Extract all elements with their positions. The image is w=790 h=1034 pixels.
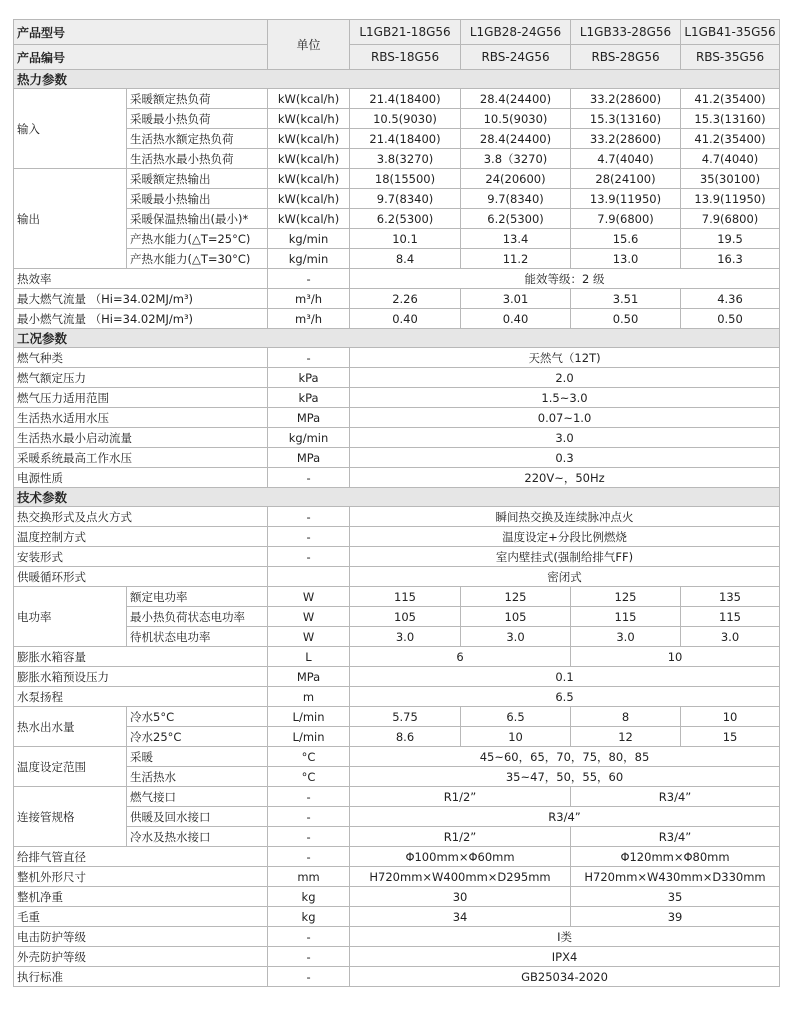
unit-cell: kg/min	[268, 249, 350, 269]
header-model-row	[14, 20, 780, 45]
value-cell: R3/4”	[571, 827, 780, 847]
table-row	[14, 129, 780, 149]
value-cell: 温度设定+分段比例燃烧	[350, 527, 780, 547]
value-cell: 21.4(18400)	[350, 129, 461, 149]
value-cell: 12	[571, 727, 681, 747]
table-row	[14, 707, 780, 727]
model-3: L1GB33-28G56	[571, 20, 681, 45]
value-cell: 15.3(13160)	[681, 109, 780, 129]
value-cell: 24(20600)	[461, 169, 571, 189]
unit-cell: -	[268, 527, 350, 547]
header-code-row	[14, 45, 780, 70]
row-label: 电源性质	[14, 468, 268, 488]
value-cell: 8.6	[350, 727, 461, 747]
row-label: 采暖	[127, 747, 268, 767]
unit-cell: kW(kcal/h)	[268, 109, 350, 129]
value-cell: 45~60，65，70，75，80，85	[350, 747, 780, 767]
unit-cell: kg	[268, 907, 350, 927]
value-cell: 10.5(9030)	[350, 109, 461, 129]
value-cell: 105	[350, 607, 461, 627]
table-row	[14, 567, 780, 587]
value-cell: 13.9(11950)	[571, 189, 681, 209]
value-cell: 0.40	[350, 309, 461, 329]
value-cell: 6	[350, 647, 571, 667]
row-label: 膨胀水箱预设压力	[14, 667, 268, 687]
table-row	[14, 309, 780, 329]
table-row	[14, 368, 780, 388]
value-cell: 15	[681, 727, 780, 747]
row-label: 执行标准	[14, 967, 268, 987]
value-cell: 3.0	[681, 627, 780, 647]
unit-cell: W	[268, 607, 350, 627]
value-cell: 125	[571, 587, 681, 607]
unit-cell: °C	[268, 747, 350, 767]
value-cell: R1/2”	[350, 787, 571, 807]
value-cell: 41.2(35400)	[681, 89, 780, 109]
table-row	[14, 847, 780, 867]
value-cell: 115	[350, 587, 461, 607]
unit-cell: -	[268, 269, 350, 289]
table-row	[14, 667, 780, 687]
table-row	[14, 887, 780, 907]
value-cell: 34	[350, 907, 571, 927]
row-label: 冷水25°C	[127, 727, 268, 747]
value-cell: 3.0	[350, 627, 461, 647]
value-cell: 35	[571, 887, 780, 907]
value-cell: 0.1	[350, 667, 780, 687]
row-label: 燃气压力适用范围	[14, 388, 268, 408]
value-cell: 1.5~3.0	[350, 388, 780, 408]
value-cell: 115	[681, 607, 780, 627]
value-cell: 3.0	[571, 627, 681, 647]
value-cell: 13.0	[571, 249, 681, 269]
table-row	[14, 269, 780, 289]
row-label: 采暖系统最高工作水压	[14, 448, 268, 468]
table-row	[14, 388, 780, 408]
model-label: 产品型号	[14, 20, 268, 45]
value-cell: 6.2(5300)	[350, 209, 461, 229]
unit-cell: L/min	[268, 707, 350, 727]
unit-cell: kW(kcal/h)	[268, 169, 350, 189]
table-row	[14, 527, 780, 547]
row-label: 供暖及回水接口	[127, 807, 268, 827]
group-label: 电功率	[14, 587, 127, 647]
unit-cell: kPa	[268, 388, 350, 408]
spec-sheet	[13, 19, 780, 987]
row-label: 给排气管直径	[14, 847, 268, 867]
value-cell: 125	[461, 587, 571, 607]
value-cell: 115	[571, 607, 681, 627]
row-label: 温度控制方式	[14, 527, 268, 547]
unit-cell: m³/h	[268, 309, 350, 329]
value-cell: 220V~，50Hz	[350, 468, 780, 488]
unit-cell: kW(kcal/h)	[268, 189, 350, 209]
section-title: 工况参数	[14, 329, 780, 348]
value-cell: 10.5(9030)	[461, 109, 571, 129]
row-label: 产热水能力(△T=25°C)	[127, 229, 268, 249]
unit-cell: °C	[268, 767, 350, 787]
row-label: 采暖最小热输出	[127, 189, 268, 209]
value-cell: 0.40	[461, 309, 571, 329]
value-cell: 28.4(24400)	[461, 89, 571, 109]
value-cell: 3.51	[571, 289, 681, 309]
table-row	[14, 727, 780, 747]
value-cell: 3.01	[461, 289, 571, 309]
unit-cell: kg/min	[268, 428, 350, 448]
row-label: 采暖额定热输出	[127, 169, 268, 189]
unit-cell: m	[268, 687, 350, 707]
unit-cell: m³/h	[268, 289, 350, 309]
row-label: 最小燃气流量 （Hi=34.02MJ/m³)	[14, 309, 268, 329]
row-label: 热效率	[14, 269, 268, 289]
value-cell: 7.9(6800)	[571, 209, 681, 229]
code-2: RBS-24G56	[461, 45, 571, 70]
value-cell: 4.7(4040)	[681, 149, 780, 169]
row-label: 燃气接口	[127, 787, 268, 807]
table-row	[14, 229, 780, 249]
group-label: 输出	[14, 169, 127, 269]
value-cell: 4.7(4040)	[571, 149, 681, 169]
table-row	[14, 209, 780, 229]
unit-cell: L	[268, 647, 350, 667]
value-cell: GB25034-2020	[350, 967, 780, 987]
value-cell: 41.2(35400)	[681, 129, 780, 149]
unit-cell: kW(kcal/h)	[268, 149, 350, 169]
unit-cell: -	[268, 847, 350, 867]
value-cell: R1/2”	[350, 827, 571, 847]
unit-cell: L/min	[268, 727, 350, 747]
table-row	[14, 89, 780, 109]
row-label: 整机净重	[14, 887, 268, 907]
value-cell: 天然气（12T)	[350, 348, 780, 368]
section-title: 热力参数	[14, 70, 780, 89]
group-label: 温度设定范围	[14, 747, 127, 787]
spec-table	[13, 19, 780, 987]
value-cell: 8	[571, 707, 681, 727]
row-label: 供暖循环形式	[14, 567, 268, 587]
value-cell: R3/4”	[350, 807, 780, 827]
unit-cell	[268, 567, 350, 587]
value-cell: 能效等级：2 级	[350, 269, 780, 289]
unit-cell: -	[268, 507, 350, 527]
unit-cell: -	[268, 348, 350, 368]
value-cell: 16.3	[681, 249, 780, 269]
value-cell: 33.2(28600)	[571, 129, 681, 149]
table-row	[14, 787, 780, 807]
value-cell: 10	[461, 727, 571, 747]
row-label: 安装形式	[14, 547, 268, 567]
value-cell: 6.5	[461, 707, 571, 727]
unit-cell: -	[268, 827, 350, 847]
row-label: 外壳防护等级	[14, 947, 268, 967]
table-row	[14, 249, 780, 269]
value-cell: 0.50	[681, 309, 780, 329]
row-label: 毛重	[14, 907, 268, 927]
unit-cell: kW(kcal/h)	[268, 129, 350, 149]
unit-cell: mm	[268, 867, 350, 887]
unit-cell: W	[268, 587, 350, 607]
value-cell: Φ120mm×Φ80mm	[571, 847, 780, 867]
row-label: 采暖最小热负荷	[127, 109, 268, 129]
unit-cell: -	[268, 547, 350, 567]
unit-cell: W	[268, 627, 350, 647]
row-label: 水泵扬程	[14, 687, 268, 707]
value-cell: 6.5	[350, 687, 780, 707]
unit-cell: MPa	[268, 667, 350, 687]
unit-cell: kg/min	[268, 229, 350, 249]
row-label: 额定电功率	[127, 587, 268, 607]
row-label: 电击防护等级	[14, 927, 268, 947]
unit-cell: -	[268, 468, 350, 488]
value-cell: 10	[681, 707, 780, 727]
group-label: 热水出水量	[14, 707, 127, 747]
value-cell: R3/4”	[571, 787, 780, 807]
value-cell: 135	[681, 587, 780, 607]
section-technical	[14, 488, 780, 507]
unit-cell: MPa	[268, 448, 350, 468]
value-cell: 35(30100)	[681, 169, 780, 189]
value-cell: 10	[571, 647, 780, 667]
section-title: 技术参数	[14, 488, 780, 507]
model-1: L1GB21-18G56	[350, 20, 461, 45]
value-cell: H720mm×W430mm×D330mm	[571, 867, 780, 887]
value-cell: 10.1	[350, 229, 461, 249]
section-thermal	[14, 70, 780, 89]
unit-cell: kg	[268, 887, 350, 907]
model-2: L1GB28-24G56	[461, 20, 571, 45]
value-cell: 13.4	[461, 229, 571, 249]
table-row	[14, 627, 780, 647]
table-row	[14, 348, 780, 368]
row-label: 生活热水最小启动流量	[14, 428, 268, 448]
value-cell: 35~47，50，55，60	[350, 767, 780, 787]
row-label: 生活热水适用水压	[14, 408, 268, 428]
table-row	[14, 428, 780, 448]
row-label: 燃气额定压力	[14, 368, 268, 388]
value-cell: 3.8(3270)	[350, 149, 461, 169]
model-4: L1GB41-35G56	[681, 20, 780, 45]
table-row	[14, 289, 780, 309]
table-row	[14, 867, 780, 887]
value-cell: 5.75	[350, 707, 461, 727]
value-cell: 19.5	[681, 229, 780, 249]
row-label: 待机状态电功率	[127, 627, 268, 647]
code-1: RBS-18G56	[350, 45, 461, 70]
table-row	[14, 807, 780, 827]
value-cell: 21.4(18400)	[350, 89, 461, 109]
unit-cell: MPa	[268, 408, 350, 428]
table-row	[14, 189, 780, 209]
row-label: 生活热水最小热负荷	[127, 149, 268, 169]
row-label: 采暖保温热输出(最小)*	[127, 209, 268, 229]
unit-cell: kW(kcal/h)	[268, 209, 350, 229]
table-row	[14, 468, 780, 488]
table-row	[14, 967, 780, 987]
group-label: 输入	[14, 89, 127, 169]
value-cell: 28(24100)	[571, 169, 681, 189]
table-row	[14, 647, 780, 667]
value-cell: 15.6	[571, 229, 681, 249]
value-cell: 2.26	[350, 289, 461, 309]
value-cell: 13.9(11950)	[681, 189, 780, 209]
value-cell: 瞬间热交换及连续脉冲点火	[350, 507, 780, 527]
value-cell: H720mm×W400mm×D295mm	[350, 867, 571, 887]
row-label: 最大燃气流量 （Hi=34.02MJ/m³)	[14, 289, 268, 309]
table-row	[14, 927, 780, 947]
value-cell: 7.9(6800)	[681, 209, 780, 229]
value-cell: 39	[571, 907, 780, 927]
table-row	[14, 827, 780, 847]
unit-header: 单位	[268, 20, 350, 70]
value-cell: IPX4	[350, 947, 780, 967]
value-cell: 9.7(8340)	[461, 189, 571, 209]
value-cell: 11.2	[461, 249, 571, 269]
value-cell: 105	[461, 607, 571, 627]
code-3: RBS-28G56	[571, 45, 681, 70]
row-label: 最小热负荷状态电功率	[127, 607, 268, 627]
unit-cell: -	[268, 787, 350, 807]
table-row	[14, 907, 780, 927]
value-cell: 15.3(13160)	[571, 109, 681, 129]
table-row	[14, 169, 780, 189]
value-cell: 28.4(24400)	[461, 129, 571, 149]
table-row	[14, 408, 780, 428]
row-label: 整机外形尺寸	[14, 867, 268, 887]
row-label: 生活热水额定热负荷	[127, 129, 268, 149]
value-cell: 8.4	[350, 249, 461, 269]
value-cell: 3.8（3270)	[461, 149, 571, 169]
row-label: 热交换形式及点火方式	[14, 507, 268, 527]
code-label: 产品编号	[14, 45, 268, 70]
unit-cell: -	[268, 947, 350, 967]
unit-cell: -	[268, 807, 350, 827]
row-label: 生活热水	[127, 767, 268, 787]
value-cell: 3.0	[350, 428, 780, 448]
value-cell: 4.36	[681, 289, 780, 309]
table-row	[14, 109, 780, 129]
row-label: 冷水5°C	[127, 707, 268, 727]
table-row	[14, 547, 780, 567]
value-cell: 2.0	[350, 368, 780, 388]
value-cell: 33.2(28600)	[571, 89, 681, 109]
value-cell: 0.07~1.0	[350, 408, 780, 428]
unit-cell: -	[268, 967, 350, 987]
table-row	[14, 767, 780, 787]
table-row	[14, 587, 780, 607]
table-row	[14, 687, 780, 707]
unit-cell: kW(kcal/h)	[268, 89, 350, 109]
row-label: 燃气种类	[14, 348, 268, 368]
value-cell: 6.2(5300)	[461, 209, 571, 229]
value-cell: 18(15500)	[350, 169, 461, 189]
value-cell: 密闭式	[350, 567, 780, 587]
table-row	[14, 947, 780, 967]
value-cell: 0.3	[350, 448, 780, 468]
value-cell: 9.7(8340)	[350, 189, 461, 209]
table-row	[14, 149, 780, 169]
value-cell: 0.50	[571, 309, 681, 329]
group-label: 连接管规格	[14, 787, 127, 847]
row-label: 膨胀水箱容量	[14, 647, 268, 667]
row-label: 冷水及热水接口	[127, 827, 268, 847]
value-cell: Φ100mm×Φ60mm	[350, 847, 571, 867]
unit-cell: kPa	[268, 368, 350, 388]
unit-cell: -	[268, 927, 350, 947]
value-cell: I类	[350, 927, 780, 947]
value-cell: 3.0	[461, 627, 571, 647]
value-cell: 室内壁挂式(强制给排气FF)	[350, 547, 780, 567]
value-cell: 30	[350, 887, 571, 907]
row-label: 采暖额定热负荷	[127, 89, 268, 109]
section-working	[14, 329, 780, 348]
code-4: RBS-35G56	[681, 45, 780, 70]
row-label: 产热水能力(△T=30°C)	[127, 249, 268, 269]
table-row	[14, 507, 780, 527]
table-row	[14, 607, 780, 627]
table-row	[14, 448, 780, 468]
table-row	[14, 747, 780, 767]
